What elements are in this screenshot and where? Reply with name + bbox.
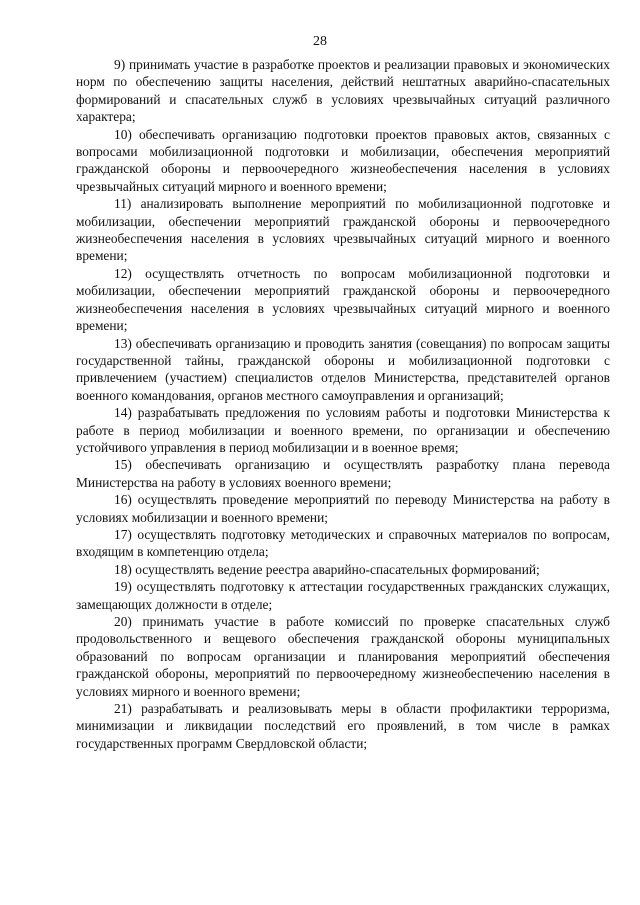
- document-body: [76, 56, 610, 752]
- list-item: 15) обеспечивать организацию и осуществлять разработку плана перевода Министерства на работу в условиях военного времени;: [76, 457, 610, 490]
- list-item: 16) осуществлять проведение мероприятий по переводу Министерства на работу в условиях мобилизации и военного времени;: [76, 492, 610, 525]
- list-item: 13) обеспечивать организацию и проводить занятия (совещания) по вопросам защиты государственной тайны, гражданской обороны и мобилизационной подготовки с привлечением (участием) специалистов отделов Министерства, представителей органов военного командования, органов местного самоуправления и организаций;: [76, 335, 610, 403]
- list-item: 17) осуществлять подготовку методических и справочных материалов по вопросам, входящим в компетенцию отдела;: [76, 526, 610, 560]
- list-item: 14) разрабатывать предложения по условиям работы и подготовки Министерства к работе в период мобилизации и военного времени, по организации и обеспечению устойчивого управления в период мобилизации и в военное время;: [76, 405, 610, 455]
- list-item: 11) анализировать выполнение мероприятий по мобилизационной подготовке и мобилизации, обеспечении мероприятий гражданской обороны и первоочередного жизнеобеспечения населения в условиях чрезвычайных ситуаций мирного и военного времени;: [76, 196, 610, 264]
- list-item: 21) разрабатывать и реализовывать меры в области профилактики терроризма, минимизации и ликвидации последствий его проявлений, в том числе в рамках государственных программ Свердловской области;: [76, 701, 610, 751]
- list-item: 20) принимать участие в работе комиссий по проверке спасательных служб продовольственного и вещевого обеспечения гражданской обороны муниципальных образований по вопросам организации и планирования мероприятий обеспечения гражданской обороны, мероприятий по первоочередному жизнеобеспечению населения в условиях мирного и военного времени;: [76, 614, 610, 699]
- list-item: 12) осуществлять отчетность по вопросам мобилизационной подготовки и мобилизации, обеспечении мероприятий гражданской обороны и первоочередного жизнеобеспечения населения в условиях чрезвычайных ситуаций мирного и военного времени;: [76, 265, 610, 334]
- list-item: 10) обеспечивать организацию подготовки проектов правовых актов, связанных с вопросами мобилизационной подготовки и мобилизации, обеспечения мероприятий гражданской обороны и первоочередного жизнеобеспечения населения в условиях чрезвычайных ситуаций мирного и военного времени;: [76, 126, 610, 194]
- list-item: 19) осуществлять подготовку к аттестации государственных гражданских служащих, замещающих должности в отделе;: [76, 579, 610, 612]
- page-number: 28: [313, 34, 327, 49]
- list-item: 18) осуществлять ведение реестра аварийно-спасательных формирований;: [114, 561, 540, 577]
- list-item: 9) принимать участие в разработке проектов и реализации правовых и экономических норм по обеспечению защиты населения, действий нештатных аварийно-спасательных формирований и спасательных служб в условиях чрезвычайных ситуаций различного характера;: [76, 57, 610, 125]
